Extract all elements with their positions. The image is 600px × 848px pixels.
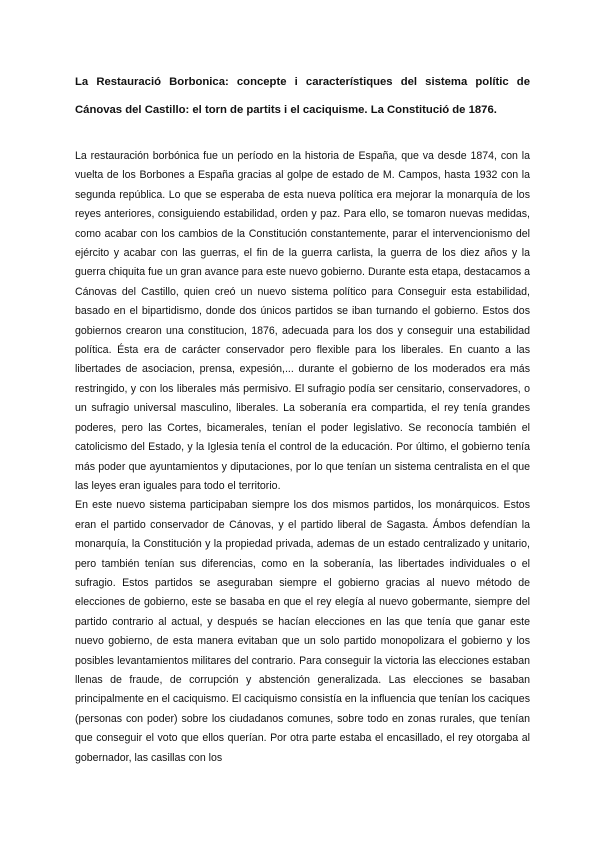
document-body xyxy=(75,147,530,768)
paragraph-restauracion: La restauración borbónica fue un período en la historia de España, que va desde 1874, con la vuelta de los Borbones a España gracias al golpe de estado de M. Campos, hasta 1932 con la segunda república. Lo que se esperaba de esta nueva política era mejorar la monarquía de los reyes anteriores, consiguiendo estabilidad, orden y paz. Para ello, se tomaron nuevas medidas, como acabar con los cambios de la Constitución constantemente, parar el intervencionismo del ejército y acabar con las guerras, el fin de la guerra carlista, la guerra de los diez años y la guerra chiquita fue un gran avance para este nuevo gobierno. Durante esta etapa, destacamos a Cánovas del Castillo, quien creó un nuevo sistema político para Conseguir esta estabilidad, basado en el bipartidismo, donde dos únicos partidos se iban turnando el gobierno. Estos dos gobiernos crearon una constitucion, 1876, adecuada para los dos y conseguir una estabilidad política. Ésta era de carácter conservador pero flexible para los liberales. En cuanto a las libertades de asociacion, prensa, expesión,... durante el gobierno de los moderados era más restringido, y con los liberales más permisivo. El sufragio podía ser censitario, conservadores, o un sufragio universal masculino, liberales. La soberanía era compartida, el rey tenía grandes poderes, pero las Cortes, bicamerales, tenían el poder legislativo. Se reconocía también el catolicismo del Estado, y la Iglesia tenía el control de la educación. Por último, el gobierno tenía más poder que ayuntamientos y diputaciones, por lo que tenían un sistema centralista en el que las leyes eran iguales para todo el territorio. xyxy=(75,150,530,492)
document-title: La Restauració Borbonica: concepte i característiques del sistema polític de Cánovas del Castillo: el torn de partits i el caciquisme. La Constitució de 1876. xyxy=(75,76,530,116)
paragraph-sistema-partidos: En este nuevo sistema participaban siempre los dos mismos partidos, los monárquicos. Estos eran el partido conservador de Cánovas, y el partido liberal de Sagasta. Ámbos defendían la monarquía, la Constitución y la propiedad privada, ademas de un estado centralizado y unitario, pero también tenían sus diferencias, como en la soberanía, las libertades individuales o el sufragio. Estos partidos se aseguraban siempre el gobierno gracias al nuevo método de elecciones de gobierno, este se basaba en que el rey elegía al nuevo gobermante, siempre del partido contrario al actual, y después se hacían elecciones en las que tenía que ganar este nuevo gobierno, de esta manera evitaban que un solo partido monopolizara el gobierno y los posibles levantamientos militares del contrario. Para conseguir la victoria las elecciones estaban llenas de fraude, de corrupción y abstención generalizada. Las elecciones se basaban principalmente en el caciquismo. El caciquismo consistía en la influencia que tenían los caciques (personas con poder) sobre los ciudadanos comunes, sobre todo en zonas rurales, que tenían que conseguir el voto que ellos querían. Por otra parte estaba el encasillado, el rey otorgaba al gobernador, las casillas con los xyxy=(75,499,530,764)
